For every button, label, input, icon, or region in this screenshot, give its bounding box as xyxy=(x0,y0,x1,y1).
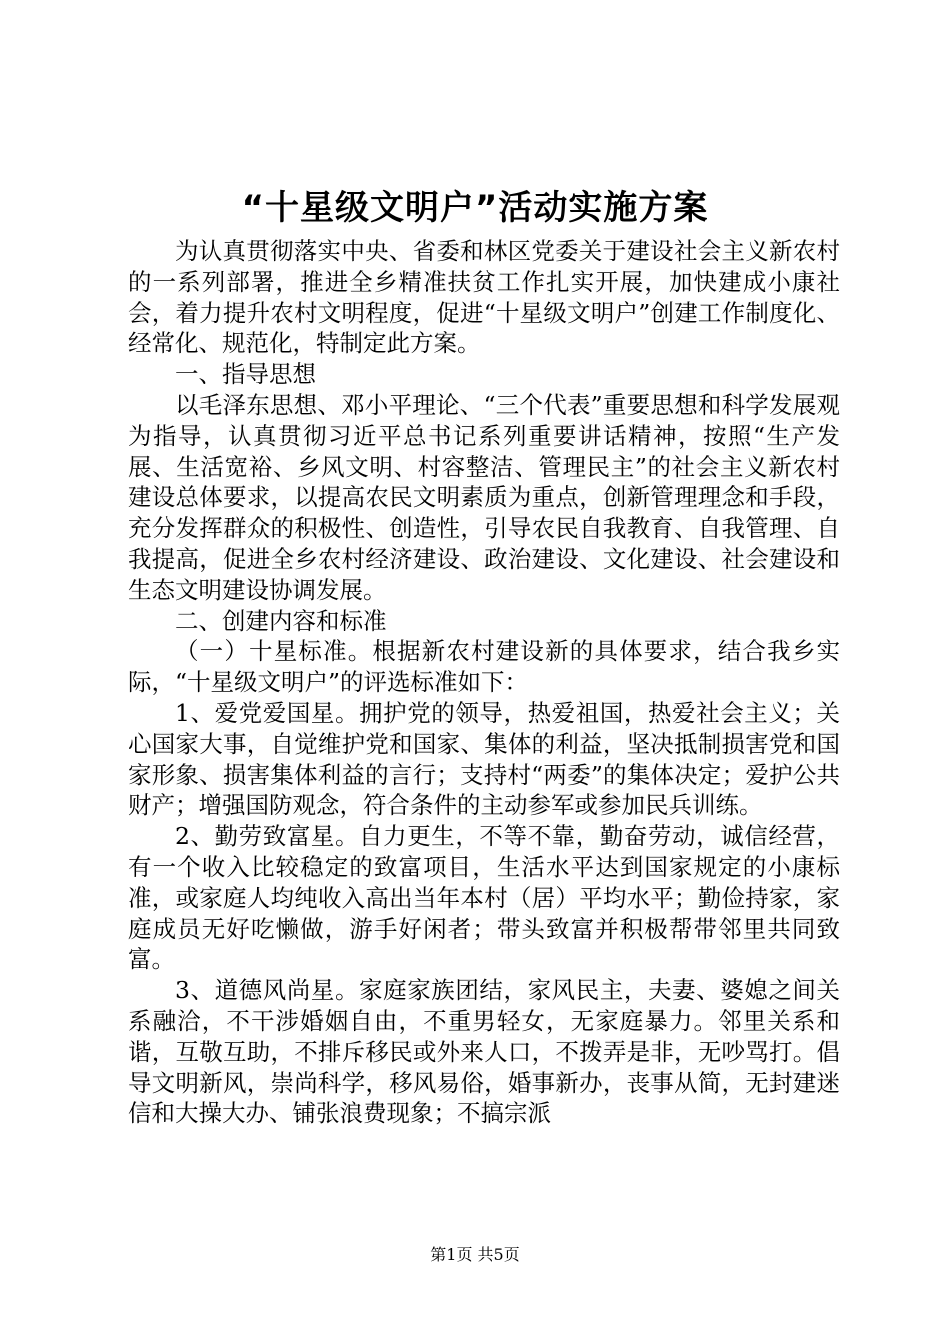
document-title: “十星级文明户”活动实施方案 xyxy=(241,188,709,228)
document-body xyxy=(128,236,840,1129)
heading-guiding-ideology: 一、指导思想 xyxy=(175,360,316,389)
paragraph-star-1: 1、爱党爱国星。拥护党的领导，热爱祖国，热爱社会主义；关心国家大事，自觉维护党和国家、集体的利益，坚决抵制损害党和国家形象、损害集体利益的言行；支持村“两委”的集体决定；爱护公共财产；增强国防观念，符合条件的主动参军或参加民兵训练。 xyxy=(128,698,840,820)
paragraph-star-3: 3、道德风尚星。家庭家族团结，家风民主，夫妻、婆媳之间关系融洽，不干涉婚姻自由，不重男轻女，无家庭暴力。邻里关系和谐，互敬互助，不排斥移民或外来人口，不拨弄是非，无吵骂打。倡导文明新风，崇尚科学，移风易俗，婚事新办，丧事从简，无封建迷信和大操大办、铺张浪费现象；不搞宗派 xyxy=(128,976,840,1128)
page-footer: 第1页 共5页 xyxy=(430,1245,520,1264)
paragraph-guiding-ideology: 以毛泽东思想、邓小平理论、“三个代表”重要思想和科学发展观为指导，认真贯彻习近平总书记系列重要讲话精神，按照“生产发展、生活宽裕、乡风文明、村容整洁、管理民主”的社会主义新农村建设总体要求，以提高农民文明素质为重点，创新管理理念和手段，充分发挥群众的积极性、创造性，引导农民自我教育、自我管理、自我提高，促进全乡农村经济建设、政治建设、文化建设、社会建设和生态文明建设协调发展。 xyxy=(128,390,840,604)
paragraph-star-2: 2、勤劳致富星。自力更生，不等不靠，勤奋劳动，诚信经营，有一个收入比较稳定的致富项目，生活水平达到国家规定的小康标准，或家庭人均纯收入高出当年本村（居）平均水平；勤俭持家，家庭成员无好吃懒做，游手好闲者；带头致富并积极帮带邻里共同致富。 xyxy=(128,822,840,974)
heading-content-and-standards: 二、创建内容和标准 xyxy=(175,606,387,635)
paragraph-ten-star-standard: （一）十星标准。根据新农村建设新的具体要求，结合我乡实际，“十星级文明户”的评选标准如下： xyxy=(128,637,840,697)
paragraph-intro: 为认真贯彻落实中央、省委和林区党委关于建设社会主义新农村的一系列部署，推进全乡精准扶贫工作扎实开展，加快建成小康社会，着力提升农村文明程度，促进“十星级文明户”创建工作制度化、经常化、规范化，特制定此方案。 xyxy=(128,237,840,358)
